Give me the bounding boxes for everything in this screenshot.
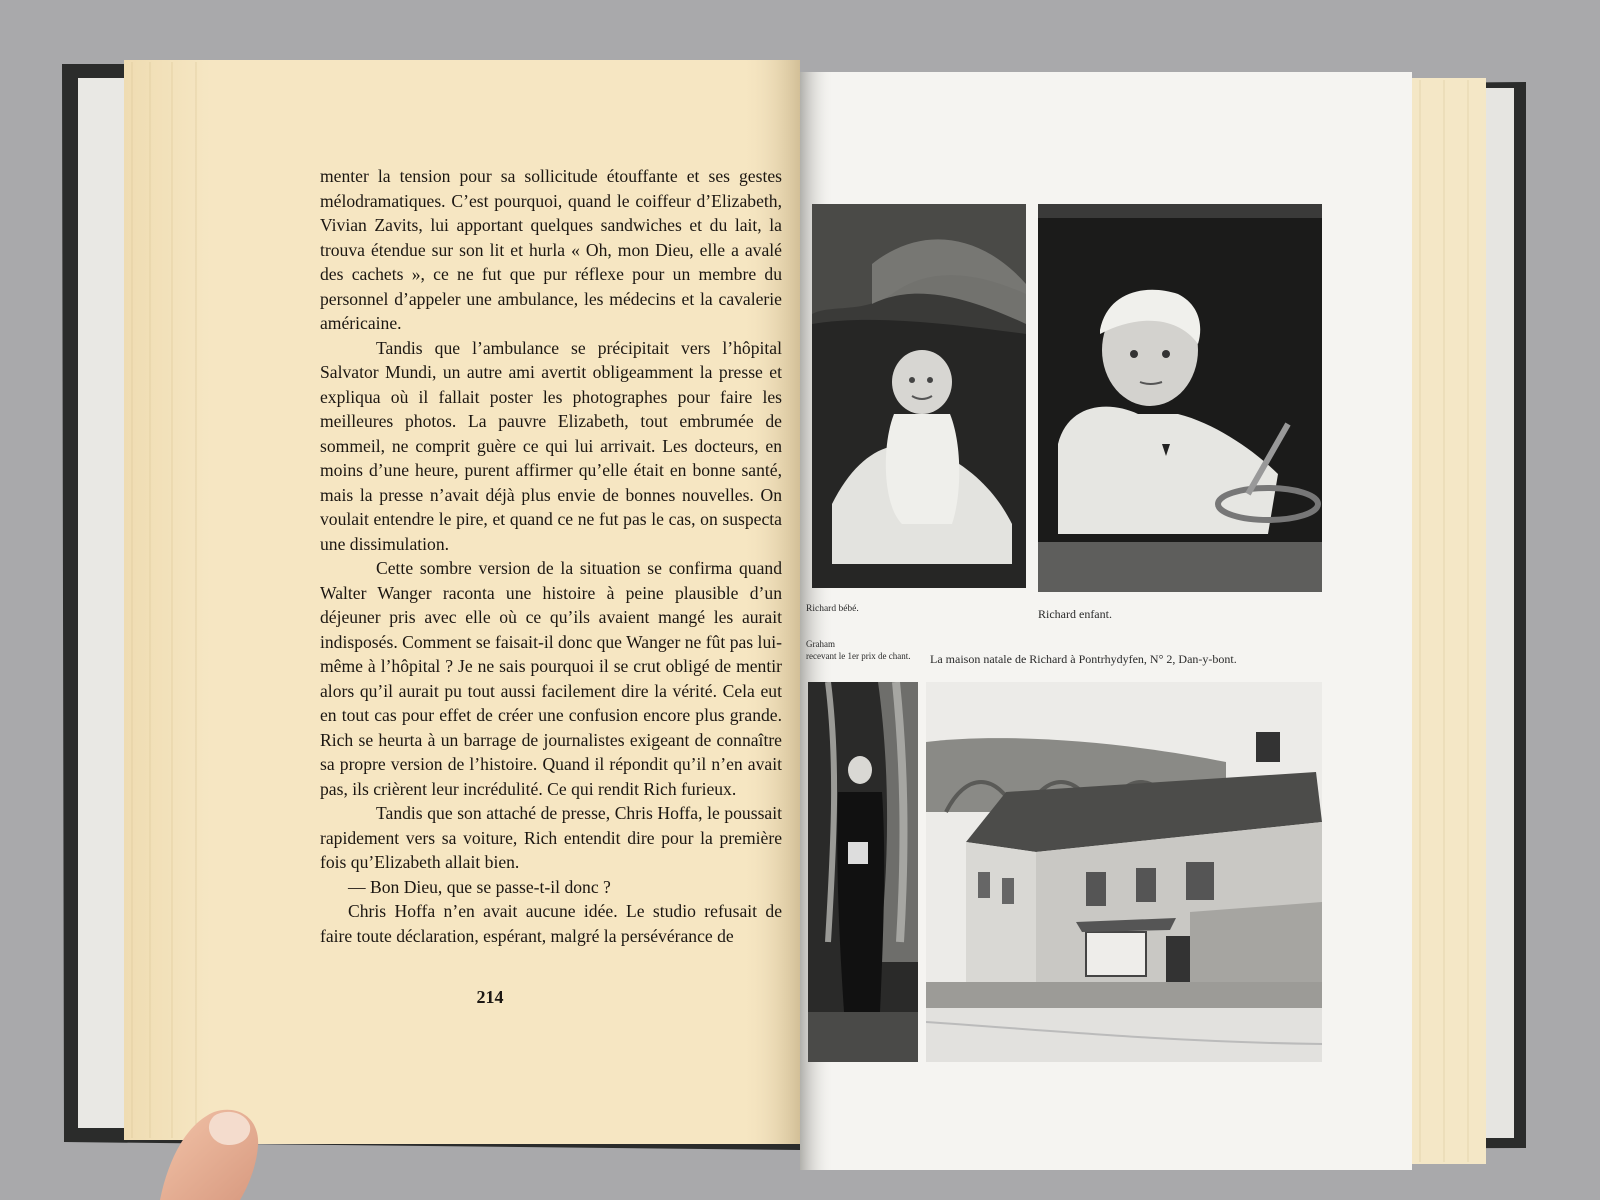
paragraph: Chris Hoffa n’en avait aucune idée. Le studio refusait de faire toute déclaration, espérant, malgré la persévérance de	[320, 901, 782, 946]
paragraph: menter la tension pour sa sollicitude étouffante et ses gestes mélodramatiques. C’est pourquoi, quand le coiffeur d’Elizabeth, Vivian Zavits, lui apportant quelques sandwiches et du lait, la trouva étendue sur son lit et hurla « Oh, mon Dieu, elle a avalé des cachets », ce ne fut que pur réflexe pour un membre du personnel d’appeler une ambulance, les médecins et la cavalerie américaine.	[320, 166, 782, 333]
right-page	[806, 70, 1412, 1170]
caption-richard-child: Richard enfant.	[1038, 607, 1112, 621]
paragraph: Tandis que son attaché de presse, Chris Hoffa, le poussait rapidement vers sa voiture, Rich entendit dire pour la première fois qu’Elizabeth allait bien.	[320, 803, 782, 872]
left-page	[210, 60, 790, 1140]
body-text	[320, 164, 782, 948]
photo-richard-child	[1038, 204, 1322, 592]
cover-edge-left	[78, 78, 130, 1128]
caption-graham-line1: Graham	[806, 639, 835, 649]
caption-house: La maison natale de Richard à Pontrhydyfen, N° 2, Dan-y-bont.	[930, 652, 1237, 666]
photo-birth-house	[926, 682, 1322, 1062]
right-page-edges	[1404, 78, 1486, 1164]
caption-graham	[806, 638, 910, 662]
dialogue-line: — Bon Dieu, que se passe-t-il donc ?	[348, 876, 611, 897]
photo-richard-baby	[812, 204, 1026, 588]
page-number: 214	[476, 987, 504, 1007]
left-page-edges	[124, 60, 216, 1140]
paragraph: Cette sombre version de la situation se confirma quand Walter Wanger raconta une histoire à peine plausible d’un déjeuner pris avec elle où ce qu’ils avaient mangé les aurait indisposés. Comment se faisait-il donc que Wanger ne fût pas lui-même à l’hôpital ? Je ne sais pourquoi il se crut obligé de mentir alors qu’il aurait pu tout aussi facilement dire la vérité. Cela eut en tout cas pour effet de créer une confusion encore plus grande. Rich se heurta à un barrage de journalistes exigeant de connaître sa propre version de l’histoire. Quand il répondit qu’il n’en avait pas, ils crièrent leur incrédulité. Ce qui rendit Rich furieux.	[320, 558, 782, 799]
paragraph: Tandis que l’ambulance se précipitait vers l’hôpital Salvator Mundi, un autre ami avertit obligeamment la presse et expliqua où il fallait poster les photographes pour faire les meilleures photos. La pauvre Elizabeth, tout embrumée de sommeil, ne comprit guère ce qui lui arrivait. Les docteurs, en moins d’une heure, purent affirmer qu’elle était en bonne santé, mais la presse n’avait déjà plus envie de bonnes nouvelles. On voulait entendre le pire, et quand ce ne fut pas le cas, on suspecta une dissimulation.	[320, 337, 782, 554]
caption-richard-baby: Richard bébé.	[806, 604, 859, 614]
photo-graham	[808, 682, 918, 1062]
caption-graham-line2: recevant le 1er prix de chant.	[806, 651, 911, 661]
